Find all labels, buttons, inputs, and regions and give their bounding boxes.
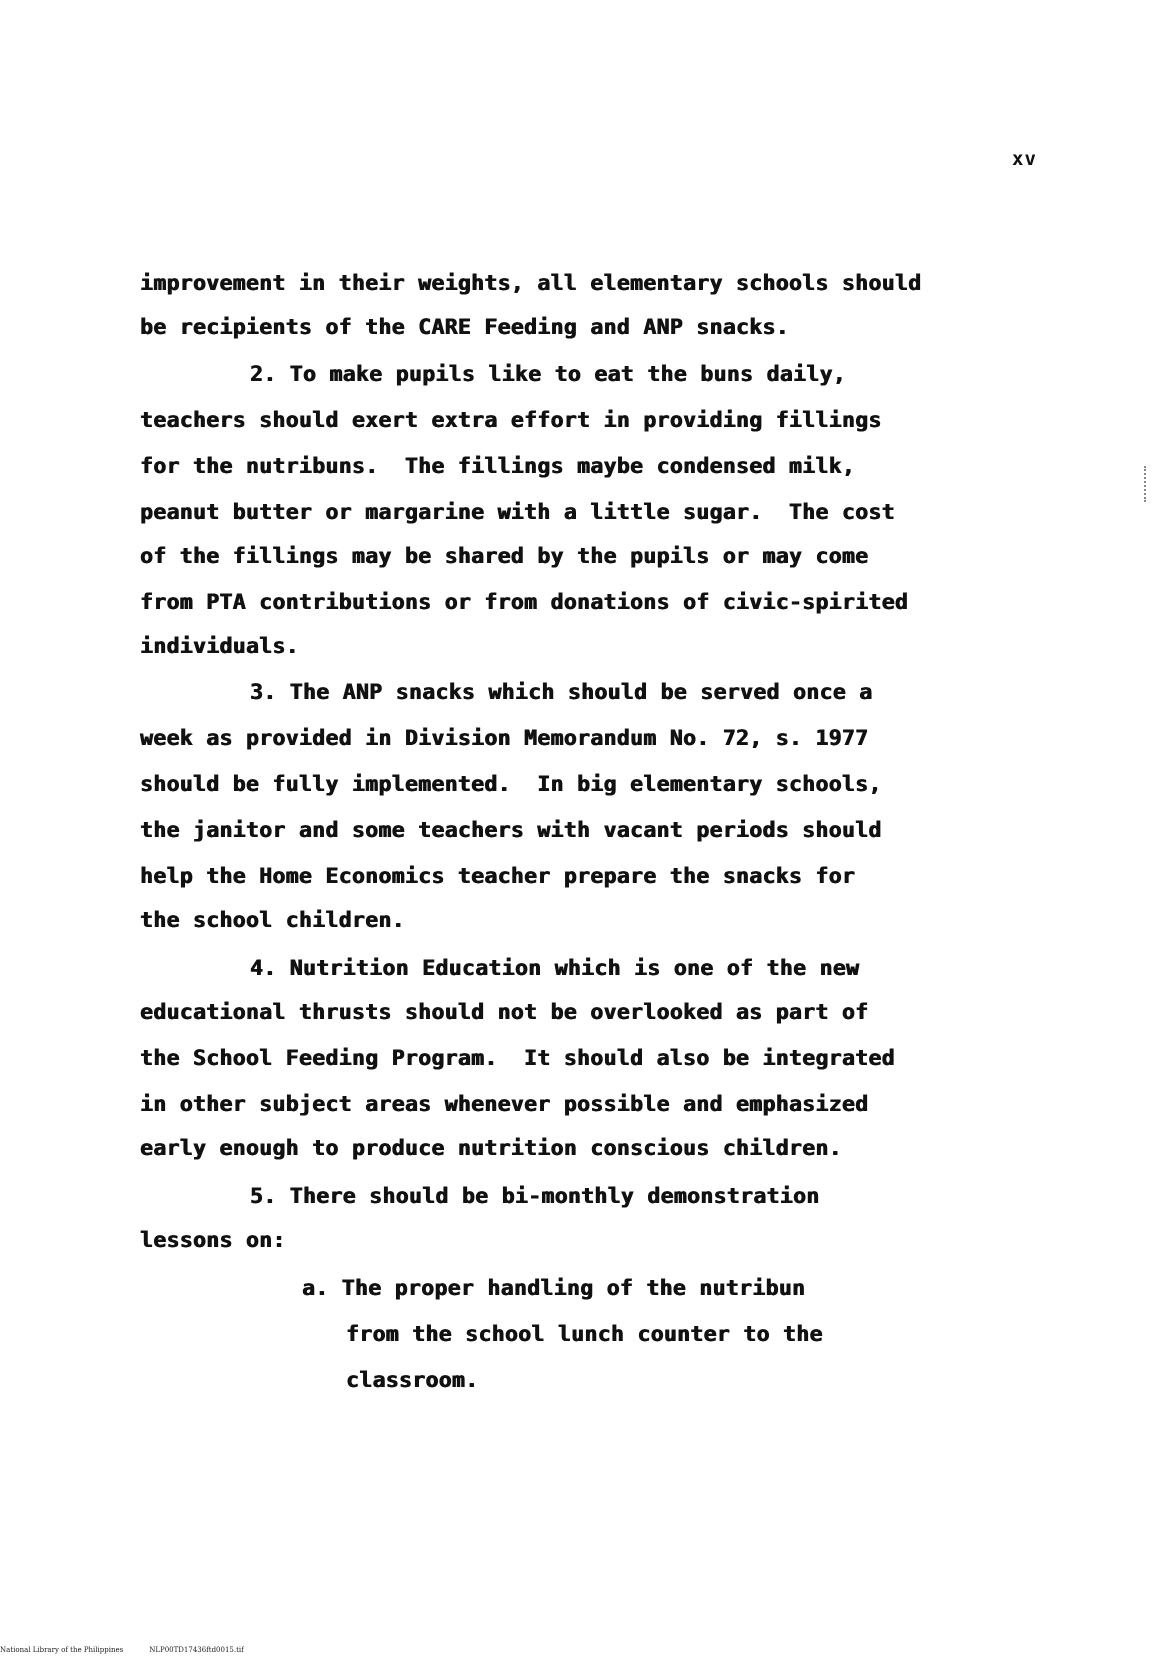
- text-line: the janitor and some teachers with vacant periods should: [140, 818, 882, 843]
- text-line: 5. There should be bi-monthly demonstration: [250, 1184, 820, 1209]
- text-line: be recipients of the CARE Feeding and ANP snacks.: [140, 315, 789, 340]
- text-line: individuals.: [140, 634, 299, 659]
- text-line: from PTA contributions or from donations of civic-spirited: [140, 590, 909, 615]
- text-line: improvement in their weights, all elementary schools should: [140, 271, 922, 296]
- scan-footer: [0, 1646, 270, 1654]
- text-line: educational thrusts should not be overlooked as part of: [140, 1000, 869, 1025]
- text-line: of the fillings may be shared by the pupils or may come: [140, 544, 869, 569]
- text-line: 4. Nutrition Education which is one of the new: [250, 956, 860, 981]
- text-line: the School Feeding Program. It should also be integrated: [140, 1046, 895, 1071]
- text-line: lessons on:: [140, 1228, 286, 1253]
- text-line: peanut butter or margarine with a little sugar. The cost: [140, 500, 895, 525]
- text-line: help the Home Economics teacher prepare the snacks for: [140, 864, 856, 889]
- text-line: early enough to produce nutrition conscious children.: [140, 1136, 842, 1161]
- text-line: the school children.: [140, 908, 405, 933]
- footer-library: National Library of the Philippines: [0, 1646, 124, 1654]
- footer-file-id: NLP00TD17436ftd0015.tif: [149, 1646, 244, 1654]
- text-line: classroom.: [346, 1368, 479, 1393]
- text-line: from the school lunch counter to the: [346, 1322, 823, 1347]
- text-line: for the nutribuns. The fillings maybe condensed milk,: [140, 454, 856, 479]
- text-line: 2. To make pupils like to eat the buns daily,: [250, 362, 846, 387]
- text-line: teachers should exert extra effort in providing fillings: [140, 408, 882, 433]
- text-line: should be fully implemented. In big elementary schools,: [140, 772, 882, 797]
- text-line: a. The proper handling of the nutribun: [302, 1276, 806, 1301]
- text-line: in other subject areas whenever possible and emphasized: [140, 1092, 869, 1117]
- page-number: xv: [1012, 148, 1037, 170]
- text-line: week as provided in Division Memorandum No. 72, s. 1977: [140, 726, 869, 751]
- scan-artifact-mark: [1144, 466, 1148, 502]
- text-line: 3. The ANP snacks which should be served once a: [250, 680, 873, 705]
